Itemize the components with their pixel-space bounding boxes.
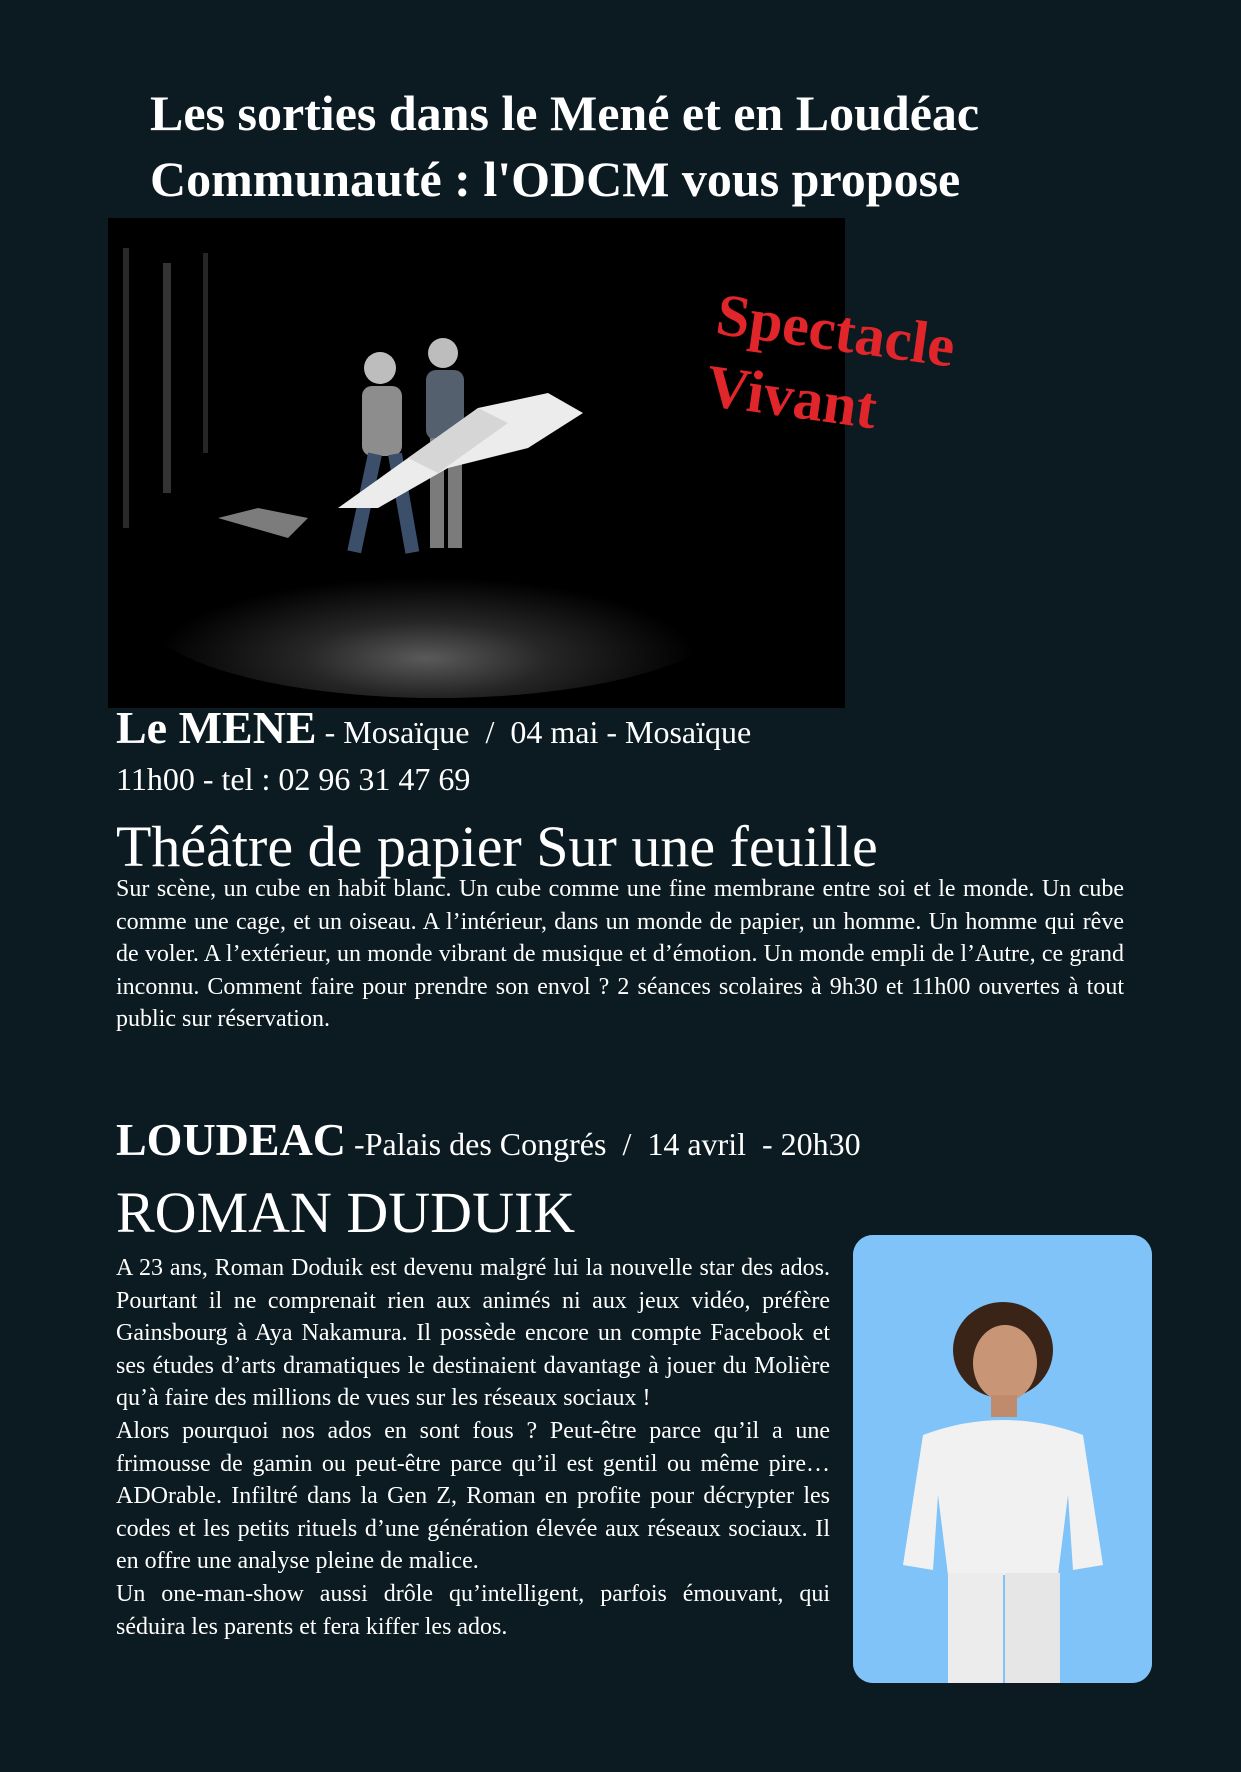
event1-time-phone: 11h00 - tel : 02 96 31 47 69 (116, 761, 471, 797)
stamp-line-1: Spectacle (712, 280, 960, 380)
event2-details: -Palais des Congrés / 14 avril - 20h30 (346, 1126, 861, 1162)
stamp-line-2: Vivant (702, 352, 882, 442)
event1-title: Théâtre de papier Sur une feuille (116, 814, 878, 879)
event1-city: Le MENE (116, 702, 317, 753)
event1-description-text: Sur scène, un cube en habit blanc. Un cube comme une fine membrane entre soi et le monde. Un cube comme une cage, et un oiseau. A l’intérieur, dans un monde de papier, un homme. Un homme qui rêve de voler. A l’extérieur, un monde vibrant de musique et d’émotion. Un monde empli de l’Autre, ce grand inconnu. Comment faire pour prendre son envol ? 2 séances scolaires à 9h30 et 11h00 ouvertes à tout public sur réservation. (116, 876, 1124, 1033)
page-title (150, 80, 1150, 212)
event2-description (116, 1252, 830, 1643)
event2-city: LOUDEAC (116, 1114, 347, 1165)
event1-description (116, 873, 1124, 1036)
event2-paragraph-3: Un one-man-show aussi drôle qu’intelligent, parfois émouvant, qui séduira les parents et fera kiffer les ados. (116, 1580, 830, 1640)
event2-paragraph-1: A 23 ans, Roman Doduik est devenu malgré lui la nouvelle star des ados. Pourtant il ne comprenait rien aux animés ni aux jeux vidéo, préfère Gainsbourg à Aya Nakamura. Il possède encore un compte Facebook et ses études d’arts dramatiques le destinaient davantage à jouer du Molière qu’à faire des millions de vues sur les réseaux sociaux ! (116, 1255, 830, 1412)
title-line-2: Communauté : l'ODCM vous propose (150, 151, 961, 207)
event2-title: ROMAN DUDUIK (116, 1180, 576, 1245)
event1-header (116, 702, 752, 754)
event2-header (116, 1114, 861, 1166)
roman-doduik-photo (853, 1235, 1152, 1683)
title-line-1: Les sorties dans le Mené et en Loudéac (150, 85, 980, 141)
event2-paragraph-2: Alors pourquoi nos ados en sont fous ? Peut-être parce qu’il a une frimousse de gamin ou peut-être parce qu’il est gentil ou même pire… ADOrable. Infiltré dans la Gen Z, Roman en profite pour décrypter les codes et les petits rituels d’une génération élevée aux réseaux sociaux. Il en offre une analyse pleine de malice. (116, 1417, 830, 1575)
event1-details: - Mosaïque / 04 mai - Mosaïque (316, 714, 752, 750)
